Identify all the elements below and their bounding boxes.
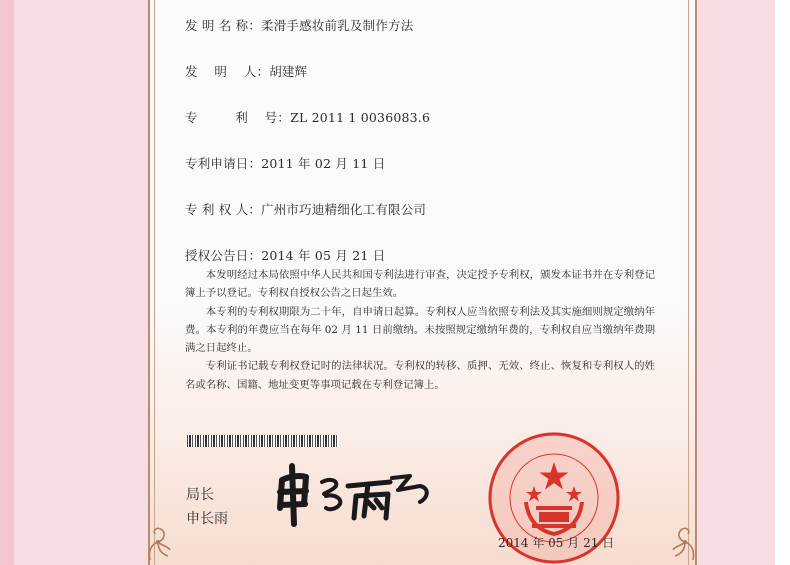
certificate-document	[148, 0, 697, 565]
field-inventor	[185, 62, 307, 80]
barcode	[187, 435, 339, 447]
field-value: 广州市巧迪精细化工有限公司	[261, 202, 427, 217]
field-label: 发 明 人：	[185, 64, 270, 79]
field-patentee	[185, 200, 426, 218]
field-application-date	[185, 154, 385, 172]
right-side-panel	[697, 0, 790, 565]
field-value: 柔滑手感妆前乳及制作方法	[261, 18, 414, 33]
signature	[270, 458, 435, 533]
signatory-title: 局长	[186, 487, 214, 503]
left-side-panel	[0, 0, 148, 565]
field-invention-name	[185, 16, 413, 34]
field-value: 胡建辉	[269, 64, 308, 79]
field-grant-date	[185, 246, 385, 264]
certificate-body-text	[185, 266, 655, 394]
field-patent-number	[185, 108, 430, 126]
field-label: 发 明 名 称：	[185, 18, 262, 33]
paragraph: 本发明经过本局依照中华人民共和国专利法进行审查，决定授予专利权，颁发本证书并在专利登记簿上予以登记。专利权自授权公告之日起生效。	[185, 269, 655, 300]
paragraph: 专利证书记载专利权登记时的法律状况。专利权的转移、质押、无效、终止、恢复和专利权人的姓名或名称、国籍、地址变更等事项记载在专利登记簿上。	[185, 360, 655, 391]
signatory-name: 申长雨	[186, 511, 228, 527]
field-label: 专利申请日：	[185, 156, 262, 171]
paragraph: 本专利的专利权期限为二十年，自申请日起算。专利权人应当依照专利法及其实施细则规定缴纳年费。本专利的年费应当在每年 02 月 11 日前缴纳。未按照规定缴纳年费的，专利权自应当缴纳年费期满之日起终止。	[185, 305, 655, 355]
seal-date: 2014 年 05 月 21 日	[498, 536, 615, 550]
corner-ornament	[148, 520, 172, 560]
corner-ornament	[671, 520, 697, 560]
field-label: 授权公告日：	[185, 248, 262, 263]
field-label: 专 利 权 人：	[185, 202, 262, 217]
field-value: 2014 年 05 月 21 日	[261, 248, 386, 263]
field-value: 2011 年 02 月 11 日	[261, 156, 386, 171]
field-label: 专 利 号：	[185, 110, 291, 125]
field-value: ZL 2011 1 0036083.6	[290, 110, 431, 125]
